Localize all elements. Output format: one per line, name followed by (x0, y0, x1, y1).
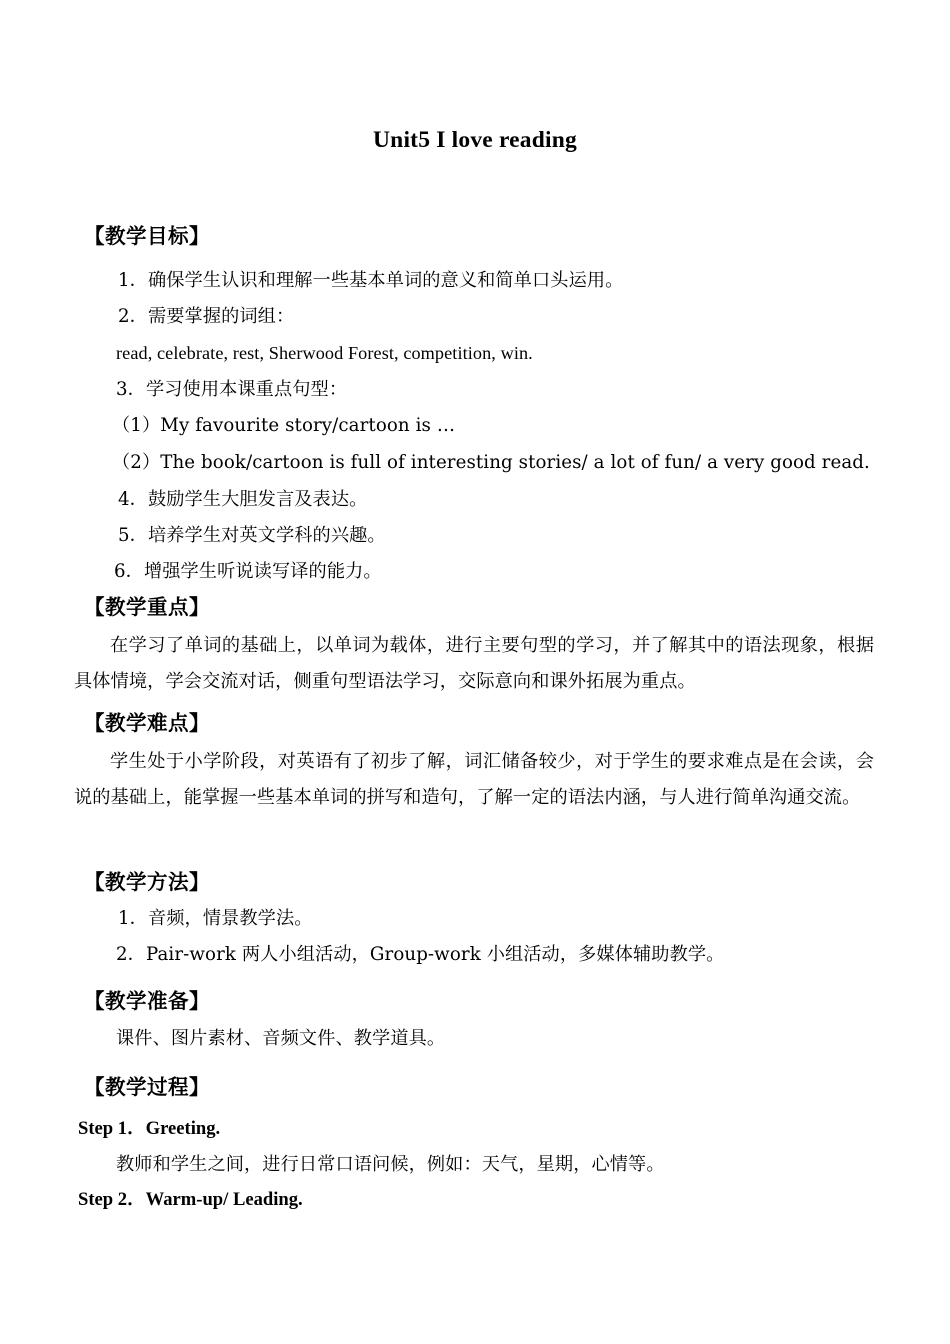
section-heading-difficulties: 【教学难点】 (84, 711, 210, 735)
preparation-materials: 课件、图片素材、音频文件、教学道具。 (116, 1028, 446, 1049)
section-heading-key-points: 【教学重点】 (84, 595, 210, 619)
objective-item-2: 2．需要掌握的词组： (118, 306, 295, 327)
method-item-2: 2．Pair-work 两人小组活动，Group-work 小组活动，多媒体辅助教学。 (116, 944, 725, 965)
objective-item-5: 5．培养学生对英文学科的兴趣。 (118, 525, 386, 546)
method-item-1: 1．音频，情景教学法。 (118, 908, 313, 929)
objective-item-1: 1．确保学生认识和理解一些基本单词的意义和简单口头运用。 (118, 270, 624, 291)
objective-item-3: 3．学习使用本课重点句型： (116, 379, 348, 400)
difficulties-paragraph (0, 744, 874, 816)
step-1-label: Step 1．Greeting. (78, 1118, 221, 1139)
section-heading-methods: 【教学方法】 (84, 870, 210, 894)
key-points-paragraph (0, 628, 874, 700)
page-title: Unit5 I love reading (373, 127, 577, 153)
objective-vocabulary-list: read, celebrate, rest, Sherwood Forest, competition, win. (116, 343, 533, 363)
section-heading-objectives: 【教学目标】 (84, 224, 210, 248)
objective-item-4: 4．鼓励学生大胆发言及表达。 (118, 489, 368, 510)
step-1-content: 教师和学生之间，进行日常口语问候，例如：天气，星期，心情等。 (116, 1154, 665, 1175)
objective-sentence-pattern-2: （2）The book/cartoon is full of interesting stories/ a lot of fun/ a very good read. (112, 452, 870, 473)
key-points-text: 在学习了单词的基础上，以单词为载体，进行主要句型的学习，并了解其中的语法现象，根据具体情境，学会交流对话，侧重句型语法学习，交际意向和课外拓展为重点。 (74, 635, 874, 692)
objective-item-6: 6．增强学生听说读写译的能力。 (114, 561, 382, 582)
objective-sentence-pattern-1: （1）My favourite story/cartoon is … (112, 415, 456, 436)
section-heading-process: 【教学过程】 (84, 1075, 210, 1099)
difficulties-text: 学生处于小学阶段，对英语有了初步了解，词汇储备较少，对于学生的要求难点是在会读，会说的基础上，能掌握一些基本单词的拼写和造句，了解一定的语法内涵，与人进行简单沟通交流。 (74, 751, 874, 808)
step-2-label: Step 2．Warm-up/ Leading. (78, 1189, 303, 1210)
section-heading-preparation: 【教学准备】 (84, 989, 210, 1013)
